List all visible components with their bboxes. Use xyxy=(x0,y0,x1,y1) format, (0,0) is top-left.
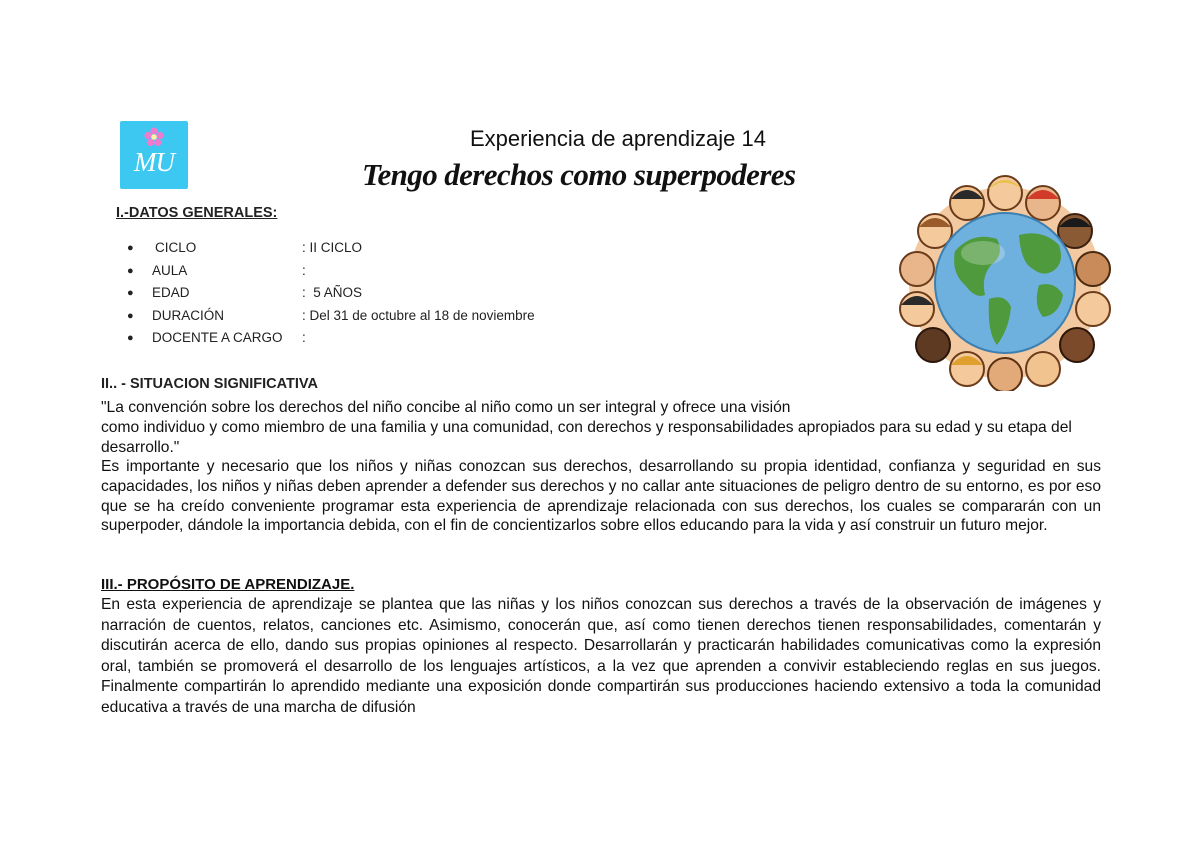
item-value: : xyxy=(302,330,306,345)
situacion-paragraph: Es importante y necesario que los niños y niñas conozcan sus derechos, desarrollando su propia identidad, confianza y seguridad en sus capacidades, los niños y niñas deben aprender a defender sus derechos y no callar ante situaciones de peligro dentro de su entorno, es por eso que se ha creído conveniente programar esta experiencia de aprendizaje relacionada con sus derechos, los cuales se compararán con un superpoder, dándole la importancia debida, con el fin de concientizarlos sobre ellos educando para la vida y así construir un futuro mejor. xyxy=(101,458,1101,535)
item-label: DOCENTE A CARGO xyxy=(152,330,283,345)
situacion-quote xyxy=(101,398,1101,458)
item-value: : xyxy=(302,262,306,278)
bullet-icon: ● xyxy=(127,242,134,254)
item-label: DURACIÓN xyxy=(152,307,225,323)
page-subtitle: Tengo derechos como superpoderes xyxy=(362,157,796,192)
situacion-heading: II.. - SITUACION SIGNIFICATIVA xyxy=(101,376,318,392)
bullet-icon: ● xyxy=(127,264,134,277)
page-title: Experiencia de aprendizaje 14 xyxy=(470,126,766,151)
datos-generales-heading: I.-DATOS GENERALES: xyxy=(116,205,278,221)
item-label: EDAD xyxy=(152,285,190,300)
school-logo xyxy=(120,121,188,189)
quote-rest: como individuo y como miembro de una familia y una comunidad, con derechos y responsabilidades apropiados para su edad y su etapa del desarrollo." xyxy=(101,419,1072,456)
quote-line-1: "La convención sobre los derechos del niño concibe al niño como un ser integral y ofrece una visión xyxy=(101,399,791,416)
flower-icon xyxy=(144,127,164,147)
logo-text: MU xyxy=(134,147,174,177)
item-value: : 5 AÑOS xyxy=(302,285,363,300)
item-value: : II CICLO xyxy=(302,240,363,255)
item-value: : Del 31 de octubre al 18 de noviembre xyxy=(302,307,535,323)
bullet-icon: ● xyxy=(127,287,134,299)
proposito-paragraph: En esta experiencia de aprendizaje se plantea que las niñas y los niños conozcan sus derechos a través de la observación de imágenes y narración de cuentos, relatos, canciones etc. Asimismo, conocerán que, así como tienen derechos tienen responsabilidades, comentarán y discutirán acerca de ello, dando sus propias opiniones al respecto. Desarrollarán y practicarán habilidades comunicativas como la expresión oral, también se promoverá el desarrollo de los lenguajes artísticos, a la vez que aprenden a convivir estableciendo reglas en sus juegos. Finalmente compartirán lo aprendido mediante una exposición donde compartirán sus producciones haciendo extensivo a toda la comunidad educativa a través de una marcha de difusión xyxy=(101,596,1101,716)
item-label: CICLO xyxy=(155,240,197,255)
bullet-icon: ● xyxy=(127,309,134,322)
proposito-heading: III.- PROPÓSITO DE APRENDIZAJE. xyxy=(101,576,355,593)
children-around-globe-icon xyxy=(893,173,1117,391)
item-label: AULA xyxy=(152,262,188,278)
globe-icon xyxy=(935,213,1075,353)
bullet-icon: ● xyxy=(127,332,134,344)
